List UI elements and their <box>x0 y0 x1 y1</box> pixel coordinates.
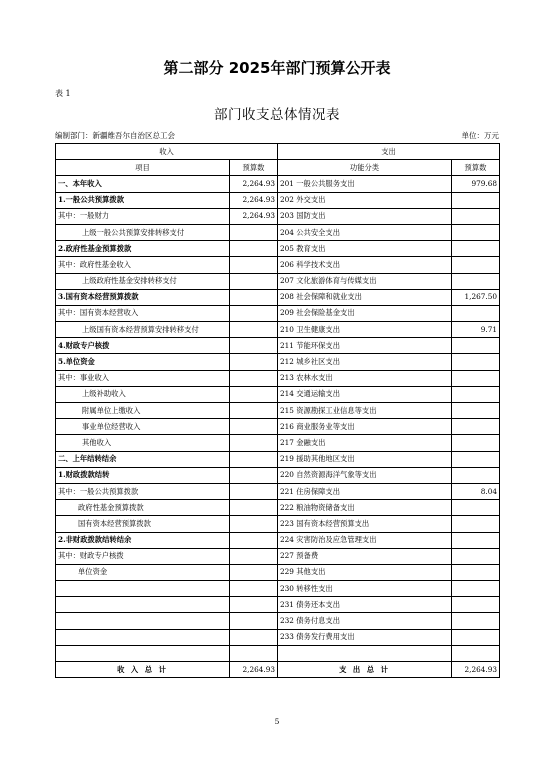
expense-amount-cell <box>452 273 500 289</box>
income-amount-cell <box>230 354 278 370</box>
total-row <box>56 662 500 678</box>
expense-item-cell: 217 金融支出 <box>278 435 452 451</box>
expense-amount-cell <box>452 548 500 564</box>
income-amount-cell <box>230 403 278 419</box>
income-item-cell: 单位资金 <box>56 564 230 580</box>
expense-amount-cell <box>452 419 500 435</box>
expense-amount-cell <box>452 629 500 645</box>
table-row <box>56 241 500 257</box>
expense-item-cell: 211 节能环保支出 <box>278 338 452 354</box>
expense-item-cell: 231 债务还本支出 <box>278 597 452 613</box>
income-item-cell: 其中：事业收入 <box>56 370 230 386</box>
expense-item-cell: 210 卫生健康支出 <box>278 322 452 338</box>
income-item-cell: 其中：一般财力 <box>56 208 230 224</box>
unit-label: 单位：万元 <box>461 131 499 140</box>
income-item-cell <box>56 597 230 613</box>
table-row <box>56 370 500 386</box>
expense-amount-cell: 979.68 <box>452 176 500 192</box>
table-row <box>56 322 500 338</box>
expense-item-cell: 230 转移性支出 <box>278 581 452 597</box>
table-row <box>56 613 500 629</box>
table-row <box>56 435 500 451</box>
expense-item-cell: 208 社会保障和就业支出 <box>278 289 452 305</box>
income-amount-cell <box>230 322 278 338</box>
table-row <box>56 224 500 240</box>
expense-amount-cell: 9.71 <box>452 322 500 338</box>
table-row <box>56 532 500 548</box>
expense-amount-cell <box>452 516 500 532</box>
table-row <box>56 257 500 273</box>
expense-item-cell: 204 公共安全支出 <box>278 224 452 240</box>
income-amount-cell <box>230 645 278 661</box>
expense-item-cell: 216 商业服务业等支出 <box>278 419 452 435</box>
expense-item-cell: 209 社会保险基金支出 <box>278 305 452 321</box>
expense-item-cell: 229 其他支出 <box>278 564 452 580</box>
expense-item-cell: 213 农林水支出 <box>278 370 452 386</box>
expense-item-cell: 220 自然资源海洋气象等支出 <box>278 467 452 483</box>
table-row <box>56 273 500 289</box>
expense-amount-cell: 1,267.50 <box>452 289 500 305</box>
table-row <box>56 338 500 354</box>
income-item-cell: 国有资本经营预算拨款 <box>56 516 230 532</box>
income-amount-cell <box>230 483 278 499</box>
income-item-cell: 3.国有资本经营预算拨款 <box>56 289 230 305</box>
table-row <box>56 548 500 564</box>
expense-item-cell: 203 国防支出 <box>278 208 452 224</box>
table-row <box>56 467 500 483</box>
table-number: 表 1 <box>55 89 71 98</box>
total-income-value: 2,264.93 <box>230 662 278 678</box>
expense-amount-cell <box>452 532 500 548</box>
expense-item-cell: 202 外交支出 <box>278 192 452 208</box>
income-item-cell: 4.财政专户核拨 <box>56 338 230 354</box>
income-amount-cell: 2,264.93 <box>230 208 278 224</box>
income-amount-cell <box>230 613 278 629</box>
expense-amount-cell <box>452 241 500 257</box>
expense-group-header: 支出 <box>278 144 500 160</box>
income-amount-cell <box>230 532 278 548</box>
expense-item-cell: 233 债务发行费用支出 <box>278 629 452 645</box>
expense-item-cell: 224 灾害防治及应急管理支出 <box>278 532 452 548</box>
table-row <box>56 597 500 613</box>
income-amount-cell <box>230 289 278 305</box>
expense-item-cell: 222 粮油物资储备支出 <box>278 500 452 516</box>
income-amount-cell <box>230 516 278 532</box>
income-item-cell <box>56 581 230 597</box>
expense-amount-cell <box>452 613 500 629</box>
expense-amount-cell: 8.04 <box>452 483 500 499</box>
income-item-cell: 1.财政拨款结转 <box>56 467 230 483</box>
income-amount-cell <box>230 305 278 321</box>
table-row <box>56 516 500 532</box>
column-header-row <box>56 160 500 176</box>
income-item-cell: 其中：国有资本经营收入 <box>56 305 230 321</box>
income-item-cell: 2.非财政拨款结转结余 <box>56 532 230 548</box>
expense-amount-cell <box>452 192 500 208</box>
expense-amount-cell <box>452 435 500 451</box>
income-item-cell: 其中：一般公共预算拨款 <box>56 483 230 499</box>
income-item-cell: 上级政府性基金安排转移支付 <box>56 273 230 289</box>
table-row <box>56 192 500 208</box>
function-class-column-header: 功能分类 <box>278 160 452 176</box>
expense-item-cell: 214 交通运输支出 <box>278 386 452 402</box>
income-amount-cell <box>230 257 278 273</box>
income-amount-cell <box>230 564 278 580</box>
income-item-cell: 上级补助收入 <box>56 386 230 402</box>
expense-amount-cell <box>452 645 500 661</box>
expense-amount-cell <box>452 338 500 354</box>
page-title: 第二部分 2025年部门预算公开表 <box>163 59 391 77</box>
income-amount-cell: 2,264.93 <box>230 192 278 208</box>
income-item-cell: 2.政府性基金预算拨款 <box>56 241 230 257</box>
expense-item-cell: 207 文化旅游体育与传媒支出 <box>278 273 452 289</box>
expense-item-cell: 201 一般公共服务支出 <box>278 176 452 192</box>
table-row <box>56 289 500 305</box>
income-amount-cell <box>230 629 278 645</box>
income-amount-cell <box>230 435 278 451</box>
expense-item-cell: 223 国有资本经营预算支出 <box>278 516 452 532</box>
income-amount-cell <box>230 338 278 354</box>
table-row <box>56 403 500 419</box>
expense-item-cell: 219 援助其他地区支出 <box>278 451 452 467</box>
table-title: 部门收支总体情况表 <box>214 107 340 123</box>
expense-amount-cell <box>452 257 500 273</box>
income-amount-cell <box>230 467 278 483</box>
income-item-cell: 政府性基金预算拨款 <box>56 500 230 516</box>
income-item-cell <box>56 645 230 661</box>
item-column-header: 项目 <box>56 160 230 176</box>
income-item-cell: 一、本年收入 <box>56 176 230 192</box>
group-header-row <box>56 144 500 160</box>
expense-amount-cell <box>452 224 500 240</box>
table-row <box>56 305 500 321</box>
income-amount-cell <box>230 500 278 516</box>
table-row <box>56 645 500 661</box>
income-expense-table <box>55 143 500 678</box>
table-row <box>56 564 500 580</box>
income-amount-cell <box>230 597 278 613</box>
expense-item-cell: 221 住房保障支出 <box>278 483 452 499</box>
table-row <box>56 208 500 224</box>
income-amount-cell <box>230 241 278 257</box>
expense-item-cell <box>278 645 452 661</box>
income-item-cell: 其他收入 <box>56 435 230 451</box>
income-amount-cell <box>230 548 278 564</box>
income-item-cell: 事业单位经营收入 <box>56 419 230 435</box>
income-amount-cell <box>230 370 278 386</box>
expense-amount-cell <box>452 305 500 321</box>
expense-amount-cell <box>452 597 500 613</box>
expense-amount-cell <box>452 500 500 516</box>
expense-amount-cell <box>452 354 500 370</box>
income-amount-cell <box>230 419 278 435</box>
income-item-cell <box>56 613 230 629</box>
table-row <box>56 354 500 370</box>
table-row <box>56 629 500 645</box>
expense-amount-cell <box>452 581 500 597</box>
income-budget-column-header: 预算数 <box>230 160 278 176</box>
table-row <box>56 176 500 192</box>
expense-amount-cell <box>452 208 500 224</box>
expense-amount-cell <box>452 403 500 419</box>
expense-amount-cell <box>452 451 500 467</box>
income-amount-cell <box>230 451 278 467</box>
income-item-cell: 二、上年结转结余 <box>56 451 230 467</box>
expense-item-cell: 212 城乡社区支出 <box>278 354 452 370</box>
income-item-cell: 5.单位资金 <box>56 354 230 370</box>
compiling-department: 编制部门：新疆维吾尔自治区总工会 <box>55 131 175 140</box>
income-item-cell: 上级国有资本经营预算安排转移支付 <box>56 322 230 338</box>
expense-amount-cell <box>452 386 500 402</box>
table-row <box>56 483 500 499</box>
page-number: 5 <box>274 717 280 726</box>
total-expense-label: 支 出 总 计 <box>278 662 452 678</box>
expense-item-cell: 206 科学技术支出 <box>278 257 452 273</box>
expense-amount-cell <box>452 564 500 580</box>
table-row <box>56 386 500 402</box>
table-row <box>56 419 500 435</box>
expense-amount-cell <box>452 370 500 386</box>
income-amount-cell <box>230 386 278 402</box>
income-amount-cell: 2,264.93 <box>230 176 278 192</box>
table-row <box>56 581 500 597</box>
income-amount-cell <box>230 273 278 289</box>
income-amount-cell <box>230 581 278 597</box>
income-item-cell: 上级一般公共预算安排转移支付 <box>56 224 230 240</box>
income-item-cell: 其中：财政专户核拨 <box>56 548 230 564</box>
expense-budget-column-header: 预算数 <box>452 160 500 176</box>
income-item-cell: 附属单位上缴收入 <box>56 403 230 419</box>
income-item-cell: 其中：政府性基金收入 <box>56 257 230 273</box>
income-amount-cell <box>230 224 278 240</box>
expense-item-cell: 215 资源勘探工业信息等支出 <box>278 403 452 419</box>
table-row <box>56 500 500 516</box>
total-income-label: 收 入 总 计 <box>56 662 230 678</box>
expense-item-cell: 227 预备费 <box>278 548 452 564</box>
total-expense-value: 2,264.93 <box>452 662 500 678</box>
income-item-cell <box>56 629 230 645</box>
table-row <box>56 451 500 467</box>
expense-item-cell: 232 债务付息支出 <box>278 613 452 629</box>
expense-amount-cell <box>452 467 500 483</box>
income-group-header: 收入 <box>56 144 278 160</box>
income-item-cell: 1.一般公共预算拨款 <box>56 192 230 208</box>
expense-item-cell: 205 教育支出 <box>278 241 452 257</box>
